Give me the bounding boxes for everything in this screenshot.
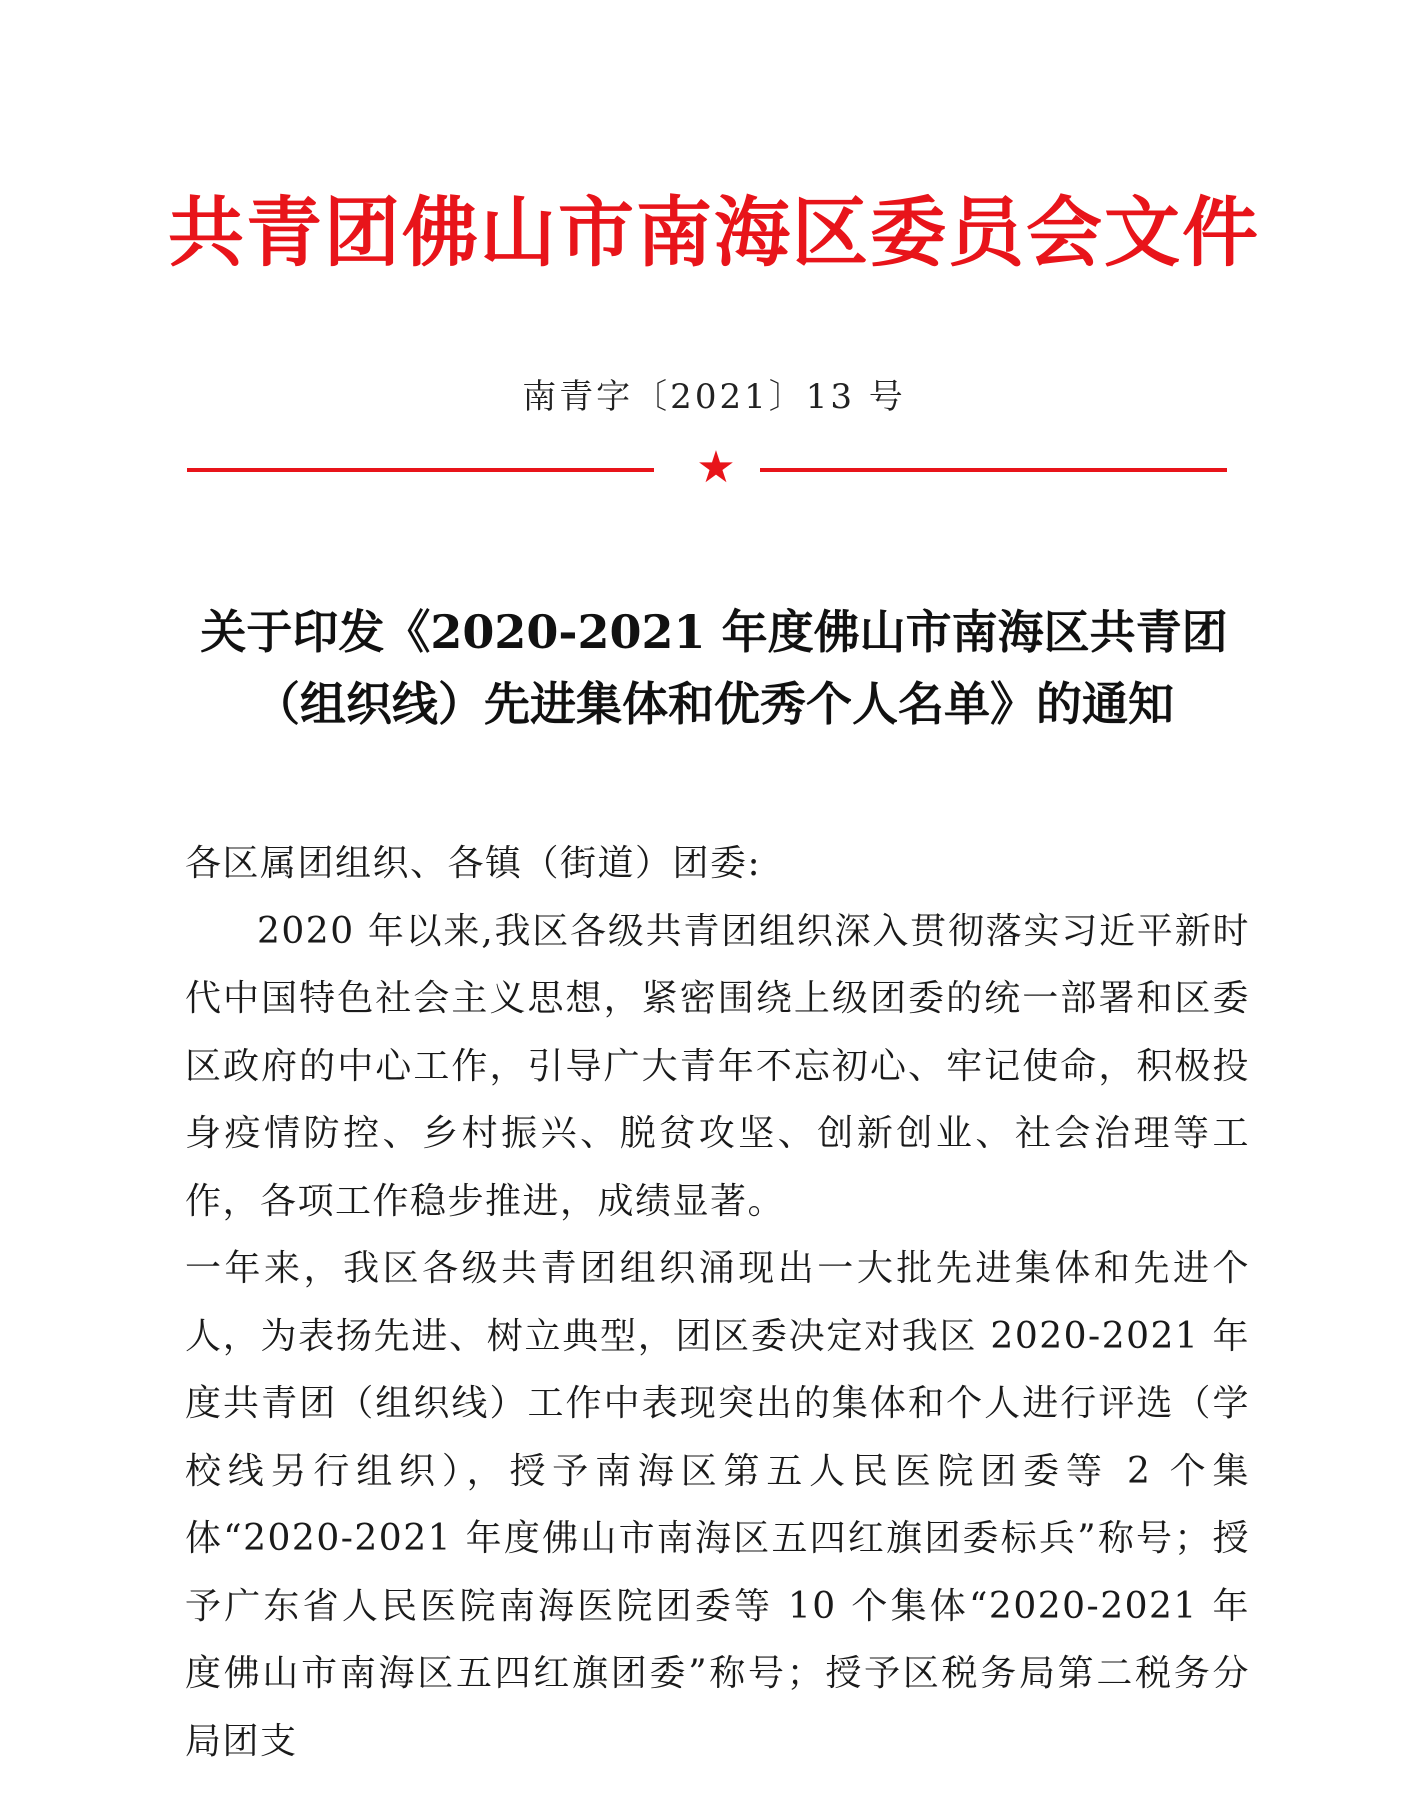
body-paragraph-2: 一年来，我区各级共青团组织涌现出一大批先进集体和先进个人，为表扬先进、树立典型，团区委决定对我区 2020-2021 年度共青团（组织线）工作中表现突出的集体和个人进行评选（学校线另行组织），授予南海区第五人民医院团委等 2 个集体“2020-2021 年度佛山市南海区五四红旗团委标兵”称号；授予广东省人民医院南海医院团委等 10 个集体“2020-2021 年度佛山市南海区五四红旗团委”称号；授予区税务局第二税务分局团支: [185, 1248, 1250, 1762]
red-divider-right: [760, 468, 1227, 472]
document-number: 南青字〔2021〕13 号: [522, 377, 906, 417]
star-icon: ★: [696, 442, 736, 493]
body-paragraph-1: 2020 年以来,我区各级共青团组织深入贯彻落实习近平新时代中国特色社会主义思想，紧密围绕上级团委的统一部署和区委区政府的中心工作，引导广大青年不忘初心、牢记使命，积极投身疫情防控、乡村振兴、脱贫攻坚、创新创业、社会治理等工作，各项工作稳步推进，成绩显著。: [185, 910, 1250, 1222]
notice-title-line-2: （组织线）先进集体和优秀个人名单》的通知: [254, 677, 1174, 731]
document-body: [185, 830, 1250, 1775]
notice-title-line-1: 关于印发《2020-2021 年度佛山市南海区共青团: [200, 605, 1228, 659]
document-header-title: 共青团佛山市南海区委员会文件: [168, 188, 1260, 277]
red-divider-left: [187, 468, 654, 472]
salutation: 各区属团组织、各镇（街道）团委:: [185, 843, 762, 884]
